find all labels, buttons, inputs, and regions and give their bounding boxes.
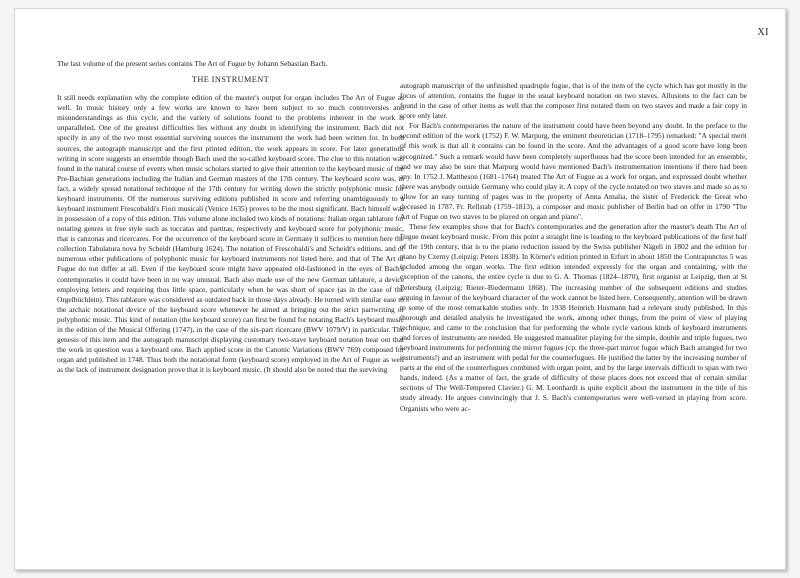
body-paragraph: For Bach's contemporaries the nature of the instrument could have been beyond any doubt. In the preface to the second edition of the work (1752) F. W. Marpurg, the eminent theoretician (1718–1795) remarked: "A special merit of this work is that all it contains can be found in the score. And the advantages of a good score have long been recognized." Such a remark would have been completely superfluous had the score been intended for an ensemble, and we may also be sure that Marpurg would have mentioned Bach's instrumentation intentions if there had been any. In 1752 J. Mattheson (1681–1764) treated The Art of Fugue as a work for organ, and expressed doubt whether there was anybody outside Germany who could play it. A copy of the cycle notated on two staves and made so as to allow for an easy turning of pages was in the property of Anna Amalia, the sister of Frederick the Great who deceased in 1787. Fr. Rellstab (1759–1813), a composer and music publisher of Berlin had on offer in 1790 "The Art of Fugue on two staves to be played on organ and piano". xyxy=(400,121,747,222)
intro-line: The last volume of the present series contains The Art of Fugue by Johann Sebastian Bach. xyxy=(57,59,328,68)
body-paragraph: These few examples show that for Bach's contemporaries and the generation after the master's death The Art of Fugue meant keyboard music. From this point a straight line is leading to the keyboard publications of the first half of the 19th century, that is to the piano reduction issued by the Swiss publisher Nägeli in 1802 and the edition for piano by Czerny (Leipzig: Peters 1838). In Körner's edition printed in Erfurt in about 1850 the Contrapunctus 5 was included among the organ works. The first edition intended expressly for the organ and containing, with the exception of the canons, the entire cycle is due to G. A. Thomas (1824–1870), first organist at Leipzig, then at St Petersburg (Leipzig: Rieter–Biedermann 1868). The increasing number of the subsequent editions and studies arguing in favour of the keyboard character of the work cannot be listed here. Consequently, attention will be drawn to some of the most remarkable studies only. In 1938 Heinrich Husmann had a relevant study published. In this thorough and detailed analysis he investigated the work, among other things, from the point of view of playing technique, and came to the conclusion that for performing the whole cycle various kinds of keyboard instruments and forces of instruments are needed. He suggested manualiter playing for the simple, double and triple fugues, two keyboard instruments for performing the mirror fugues (cp. the three-part mirror fugue which Bach arranged for two instruments!) and an instrument with pedal for the counterfugues. He justified the latter by the increasing number of parts at the end of the counterfugues combined with organ point, and by the large intervals difficult to span with two hands, indeed. (As a matter of fact, the grade of difficulty of these places does not exceed that of certain similar sections of The Well-Tempered Clavier.) G. M. Leonhardt is quite explicit about the instrument in the title of his study already. He argues convincingly that J. S. Bach's contemporaries were well-versed in playing from score. Organists who were ac- xyxy=(400,222,747,413)
section-heading: THE INSTRUMENT xyxy=(191,75,270,85)
body-paragraph: autograph manuscript of the unfinished quadruple fugue, that is of the item of the cycle which has got mostly in the focus of attention, contains the fugue in the usual keyboard notation on two staves. Allusions to the fact can be found in the case of other items as well that the composer first notated them on two staves and made a fair copy in score only later. xyxy=(400,81,747,121)
document-page xyxy=(14,8,786,570)
page-number: XI xyxy=(757,27,769,38)
right-column xyxy=(400,81,747,414)
body-paragraph: It still needs explanation why the complete edition of the master's output for organ includes The Art of Fugue as well. In music history only a few works are known to have been subject to so much controversies and misunderstandings as this cycle, and the variety of solutions found to the problems inherent in the work is unparalleled. One of the greatest difficulties lies without any doubt in identifying the instrument. Bach did not specify in any of the two most essential surviving sources the instrument the work had been written for. In both sources, the autograph manuscript and the first printed edition, the work appears in score. For later generations writing in score suggests an ensemble though Bach used the so-called keyboard score. The clue to this notation was found in the natural course of events when music scholars started to give their attention to the keyboard music of the Pre-Bachian generations including the Italian and German masters of the 17th century. The keyboard score was, in fact, a widely spread notational technique of the 17th century for writing down the strictly polyphonic music for keyboard instruments. Of the numerous surviving editions published in score and referring unambiguously to a keyboard instrument Frescobaldi's Fiori musicali (Venice 1635) proves to be the most significant. Bach himself was in possession of a copy of this edition. This volume alone included two kinds of notations: Italian organ tablature for notating genres in free style such as toccatas and partitas, respectively and keyboard score for polyphonic music, that is canzonas and ricercares. For the occurrence of the keyboard score in Germany it suffices to mention here the collection Tabulatura nova by Scheidt (Hamburg 1624). The notation of Frescobaldi's and Scheidt's editions, and of numerous other publications of polyphonic music for keyboard instruments not listed here, and that of The Art of Fugue do not differ at all. Even if the keyboard score might have appeared old-fashioned in the eyes of Bach's contemporaries it could have been in no way unusual. Bach also made use of the new German tablature, a device employing letters and requiring thus little space, particularly when he was short of space (as in the case of the Orgelbüchlein). This tablature was considered as outdated back in those days already. He turned with similar ease to the archaic notational device of the keyboard score whenever he aimed at bringing out the strict partwriting of polyphonic music. This kind of notation (the keyboard score) can first be found for notating Bach's keyboard music in the edition of the Musical Offering (1747), in the case of the six-part ricercare (BWV 1079/V) in particular. The genesis of this item and the autograph manuscript displaying customary two-stave keyboard notation bear out that the work in question was a keyboard one. Bach applied score in the Canonic Variations (BWV 769) composed for organ and published in 1748. Thus both the notational form (keyboard score) employed in the Art of Fugue as well as the lack of instrument designation prove that it is keyboard music. (It should also be noted that the surviving xyxy=(57,93,404,375)
left-column xyxy=(57,59,404,375)
